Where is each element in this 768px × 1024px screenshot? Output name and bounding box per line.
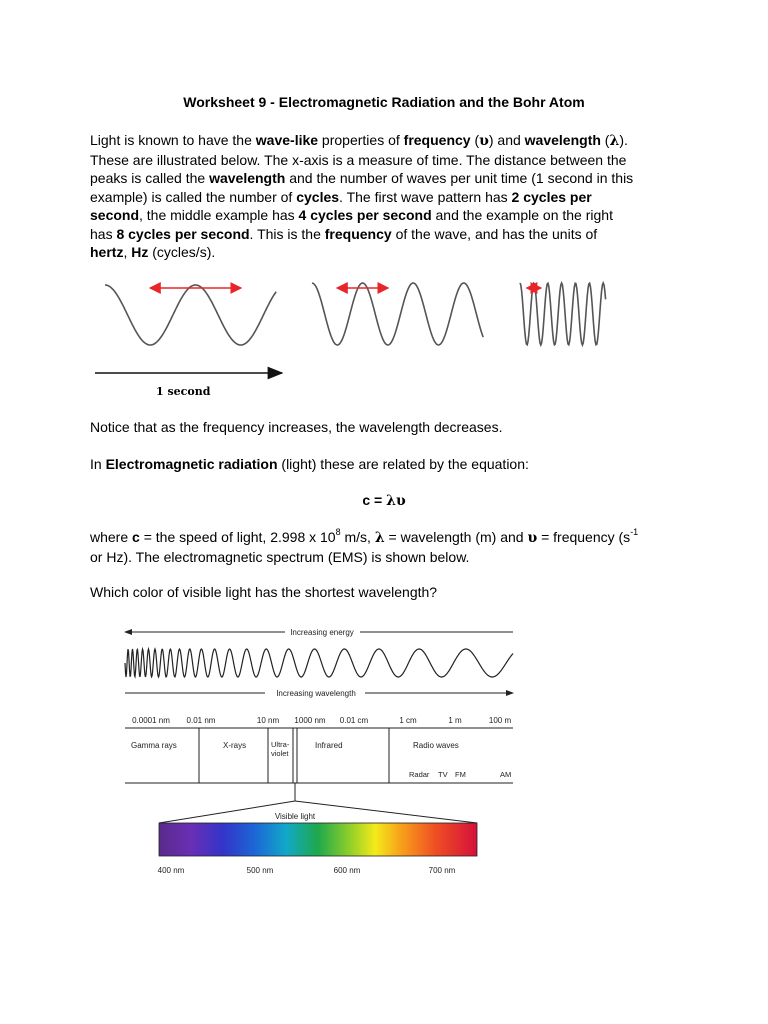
band-fm: FM [455, 770, 466, 779]
energy-label: Increasing energy [290, 628, 354, 637]
where-paragraph [90, 528, 710, 566]
equation: c = λυ [362, 492, 406, 509]
region-radio: Radio waves [413, 741, 459, 750]
scale-tick: 10 nm [256, 716, 280, 725]
intro-line-6: has 8 cycles per second. This is the frequency of the wave, and has the units of [90, 225, 598, 242]
visible-tick: 500 nm [246, 866, 274, 875]
intro-line-4: example) is called the number of cycles. The first wave pattern has 2 cycles per [90, 188, 592, 205]
band-am: AM [500, 770, 512, 779]
region-infrared: Infrared [315, 741, 343, 750]
band-tv: TV [438, 770, 448, 779]
scale-tick: 1 cm [399, 716, 417, 725]
notice-sentence: Notice that as the frequency increases, the wavelength decreases. [90, 419, 503, 435]
visible-tick: 700 nm [428, 866, 456, 875]
worksheet-title: Worksheet 9 - Electromagnetic Radiation and the Bohr Atom [183, 94, 585, 110]
visible-light-label: Visible light [274, 812, 316, 821]
one-second-caption: 1 second [156, 385, 211, 398]
scale-tick: 0.0001 nm [132, 716, 170, 725]
intro-line-5: second, the middle example has 4 cycles per second and the example on the right [90, 207, 613, 223]
intro-line-1: Light is known to have the wave-like properties of frequency (υ) and wavelength (λ). [90, 132, 628, 149]
intro-line-3: peaks is called the wavelength and the number of waves per unit time (1 second in this [90, 170, 634, 186]
scale-tick: 100 m [488, 716, 512, 725]
scale-tick: 0.01 nm [186, 716, 216, 725]
scale-tick: 0.01 cm [339, 716, 369, 725]
visible-spectrum-bar [159, 823, 477, 856]
band-radar: Radar [409, 770, 430, 779]
region-ultraviolet-1: Ultra- [271, 740, 290, 749]
visible-tick: 600 nm [333, 866, 361, 875]
sine-wave [105, 285, 276, 345]
region-gamma: Gamma rays [131, 741, 177, 750]
visible-tick: 400 nm [157, 866, 185, 875]
sine-wave [520, 283, 606, 345]
ems-wave [125, 649, 513, 677]
where-line-1: where c = the speed of light, 2.998 x $10^8$ m/s, λ = wavelength (m) and υ = frequency ($s^{-1}$ [90, 527, 639, 546]
sine-wave [312, 283, 483, 345]
intro-paragraph [90, 131, 690, 262]
scale-tick: 1 m [448, 716, 462, 725]
ems-diagram [115, 620, 525, 880]
relation-sentence: In Electromagnetic radiation (light) these are related by the equation: [90, 456, 529, 472]
question: Which color of visible light has the shortest wavelength? [90, 584, 438, 600]
scale-tick: 1000 nm [294, 716, 326, 725]
intro-line-7: hertz, Hz (cycles/s). [90, 244, 216, 260]
wave-panels [105, 283, 606, 345]
region-ultraviolet-2: violet [271, 749, 289, 758]
zoom-wedge-right [295, 801, 477, 823]
region-xrays: X-rays [223, 741, 247, 750]
wavelength-label: Increasing wavelength [276, 689, 356, 698]
intro-line-2: These are illustrated below. The x-axis is a measure of time. The distance between the [90, 151, 627, 168]
where-line-2: or Hz). The electromagnetic spectrum (EMS) is shown below. [90, 548, 470, 565]
